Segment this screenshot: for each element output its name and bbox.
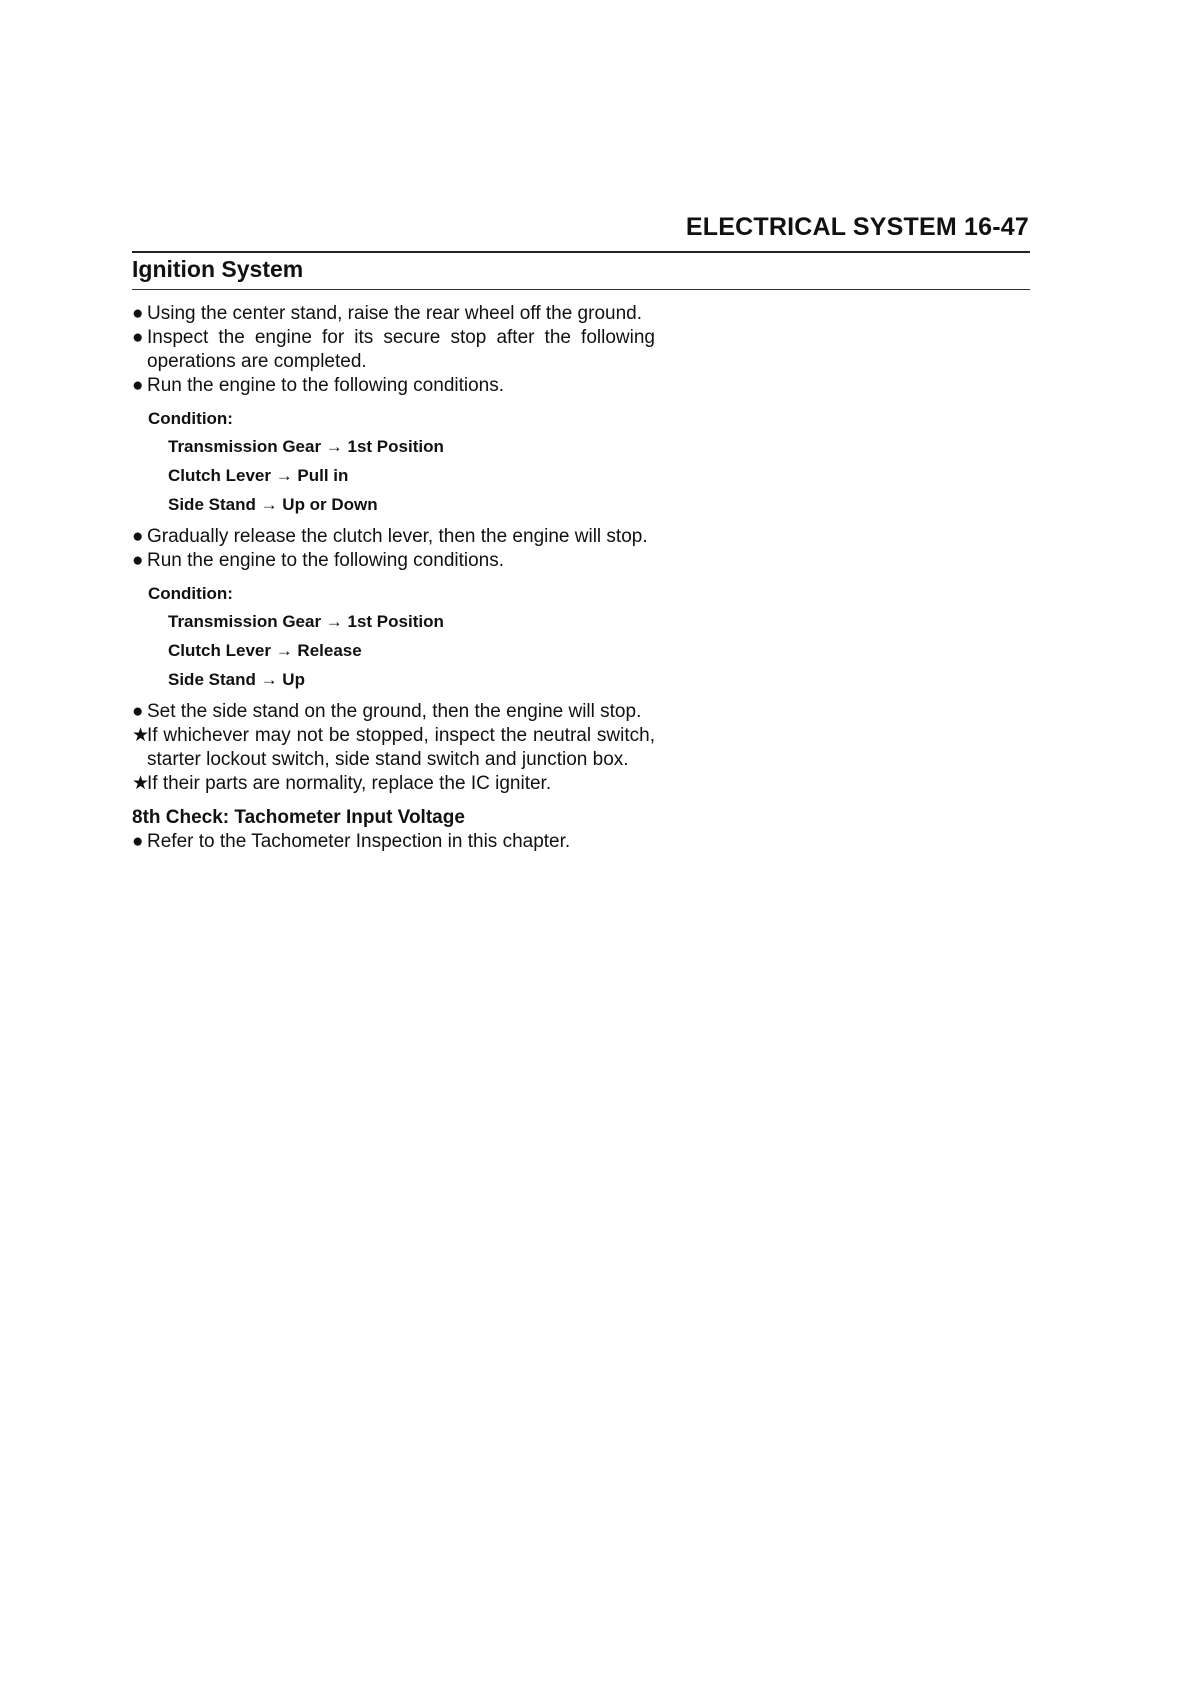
list-item-text: Inspect the engine for its secure stop after the following operations are completed. [147,327,655,372]
list-item [132,302,655,326]
list-item-text: If their parts are normality, replace the IC igniter. [147,773,552,794]
list-item [132,525,655,549]
condition-line: Clutch Lever → Release [168,641,362,660]
condition-line: Clutch Lever → Pull in [168,466,349,485]
list-item [132,700,655,724]
bullet-icon: ● [132,303,144,324]
condition-block [132,407,655,519]
condition-title: Condition: [148,409,233,428]
condition-line: Transmission Gear → 1st Position [168,612,444,631]
section-rule [132,289,1030,290]
list-item-text: Refer to the Tachometer Inspection in this chapter. [147,831,571,852]
list-item-text: Gradually release the clutch lever, then the engine will stop. [147,526,648,547]
list-item [132,549,655,573]
bullet-icon: ● [132,701,144,722]
bullet-icon: ● [132,831,144,852]
section-title: Ignition System [132,256,304,282]
star-icon: ★ [132,725,150,746]
condition-line: Side Stand → Up [168,670,305,689]
condition-line: Side Stand → Up or Down [168,495,378,514]
bullet-icon: ● [132,375,144,396]
condition-block [132,582,655,694]
bullet-icon: ● [132,327,144,348]
list-item-text: Using the center stand, raise the rear wheel off the ground. [147,303,643,324]
list-item-text: Set the side stand on the ground, then the engine will stop. [147,701,642,722]
bullet-icon: ● [132,550,144,571]
list-item-text: Run the engine to the following conditions. [147,375,505,396]
list-item-text: Run the engine to the following conditions. [147,550,505,571]
list-item [132,326,655,374]
list-item [132,830,655,854]
list-item-text: If whichever may not be stopped, inspect the neutral switch, starter lockout switch, side stand switch and junction box. [147,725,655,770]
condition-line: Transmission Gear → 1st Position [168,437,444,456]
star-icon: ★ [132,773,150,794]
chapter-header: ELECTRICAL SYSTEM 16-47 [685,213,1029,241]
list-item [132,724,655,772]
bullet-icon: ● [132,526,144,547]
list-item [132,374,655,398]
condition-title: Condition: [148,584,233,603]
header-rule [132,251,1030,253]
list-item [132,772,655,796]
page-body [132,302,655,854]
check-heading: 8th Check: Tachometer Input Voltage [132,807,465,828]
